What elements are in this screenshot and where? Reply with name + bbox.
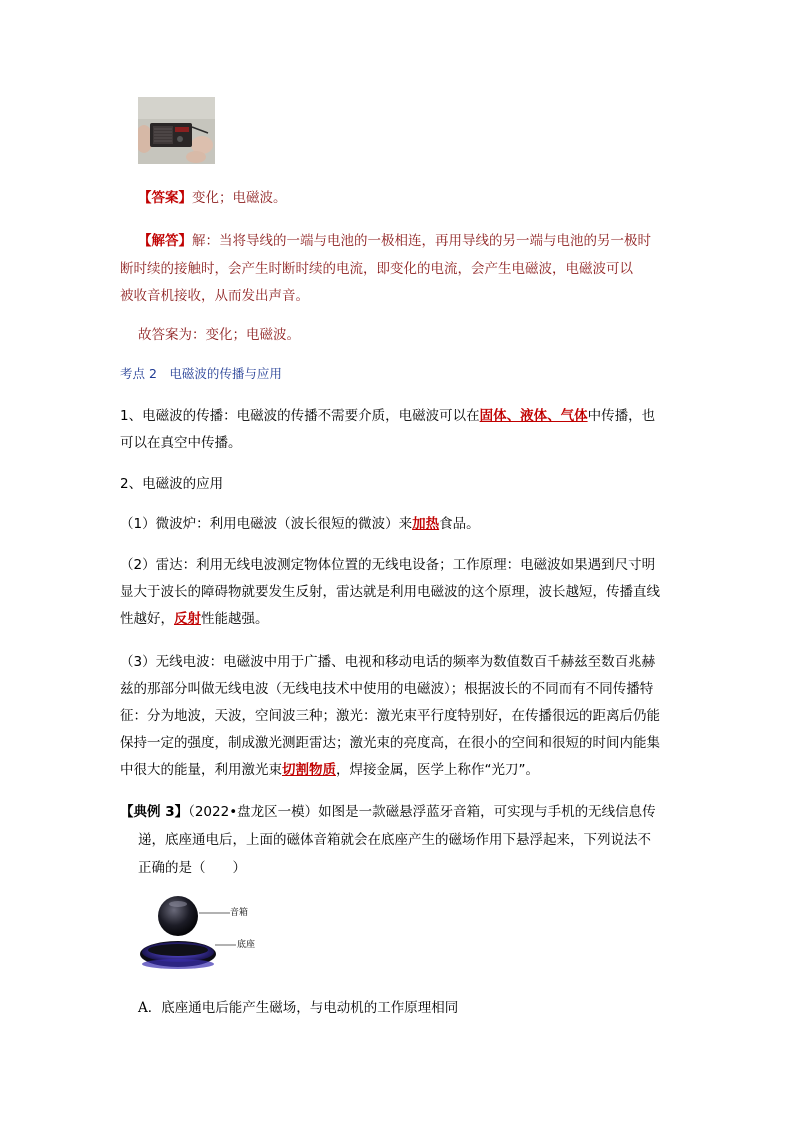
radar-line-3 xyxy=(120,609,269,629)
microwave-line xyxy=(120,514,480,534)
explain-tag: 【解答】 xyxy=(138,233,192,249)
radar-text-a: 性越好， xyxy=(120,611,174,627)
radar-highlight: 反射 xyxy=(174,611,201,627)
example-line-2: 递，底座通电后，上面的磁体音箱就会在底座产生的磁场作用下悬浮起来，下列说法不 xyxy=(138,832,651,848)
radio-wave-line-3: 征：分为地波，天波，空间波三种；激光：激光束平行度特别好，在传播很远的距离后仍能 xyxy=(120,708,660,724)
explain-line-2: 断时续的接触时，会产生时断时续的电流，即变化的电流，会产生电磁波，电磁波可以 xyxy=(120,261,633,277)
example-line-1 xyxy=(120,802,656,822)
microwave-text-b: 食品。 xyxy=(439,516,480,532)
radar-text-b: 性能越强。 xyxy=(201,611,269,627)
explain-line-3: 被收音机接收，从而发出声音。 xyxy=(120,288,309,304)
radio-photo xyxy=(138,97,215,164)
propagation-highlight: 固体、液体、气体 xyxy=(479,408,588,424)
conclusion-line: 故答案为：变化；电磁波。 xyxy=(138,327,300,343)
radio-illustration xyxy=(138,97,215,164)
radio-wave-line-5 xyxy=(120,760,539,780)
application-heading: 2、电磁波的应用 xyxy=(120,476,224,492)
section-title: 考点 2 电磁波的传播与应用 xyxy=(120,366,282,381)
explain-line-1 xyxy=(138,231,651,251)
example-line-3: 正确的是（ ） xyxy=(138,860,246,876)
speaker-figure xyxy=(138,890,278,980)
propagation-text-b: 中传播，也 xyxy=(587,408,656,424)
levitating-speaker-illustration xyxy=(138,890,278,980)
example-tag: 【典例 3】 xyxy=(120,804,189,820)
base-label: 底座 xyxy=(237,940,256,950)
microwave-highlight: 加热 xyxy=(412,516,440,532)
radio-wave-line-1: （3）无线电波：电磁波中用于广播、电视和移动电话的频率为数值数百千赫兹至数百兆赫 xyxy=(120,654,656,670)
answer-text: 变化；电磁波。 xyxy=(192,190,287,206)
radar-line-1: （2）雷达：利用无线电波测定物体位置的无线电设备；工作原理：电磁波如果遇到尺寸明 xyxy=(120,557,656,573)
radio-wave-line-2: 兹的那部分叫做无线电波（无线电技术中使用的电磁波）；根据波长的不同而有不同传播特 xyxy=(120,681,654,697)
propagation-line-1 xyxy=(120,406,655,426)
radio-wave-line-4: 保持一定的强度，制成激光测距雷达；激光束的亮度高，在很小的空间和很短的时间内能集 xyxy=(120,735,660,751)
speaker-label: 音箱 xyxy=(230,908,249,918)
answer-line xyxy=(138,188,287,208)
propagation-text-a: 1、电磁波的传播：电磁波的传播不需要介质，电磁波可以在 xyxy=(120,408,480,424)
microwave-text-a: （1）微波炉：利用电磁波（波长很短的微波）来 xyxy=(120,516,413,532)
explain-text-1: 解：当将导线的一端与电池的一极相连，再用导线的另一端与电池的另一极时 xyxy=(192,233,651,249)
answer-tag: 【答案】 xyxy=(138,190,192,206)
laser-text-b: ，焊接金属，医学上称作“光刀”。 xyxy=(336,762,539,778)
propagation-line-2: 可以在真空中传播。 xyxy=(120,435,242,451)
option-a[interactable]: A．底座通电后能产生磁场，与电动机的工作原理相同 xyxy=(138,1000,459,1016)
radar-line-2: 显大于波长的障碍物就要发生反射，雷达就是利用电磁波的这个原理，波长越短，传播直线 xyxy=(120,584,660,600)
example-text-1: （2022•盘龙区一模）如图是一款磁悬浮蓝牙音箱，可实现与手机的无线信息传 xyxy=(188,804,656,820)
laser-highlight: 切割物质 xyxy=(282,762,336,778)
laser-text-a: 中很大的能量，利用激光束 xyxy=(120,762,282,778)
